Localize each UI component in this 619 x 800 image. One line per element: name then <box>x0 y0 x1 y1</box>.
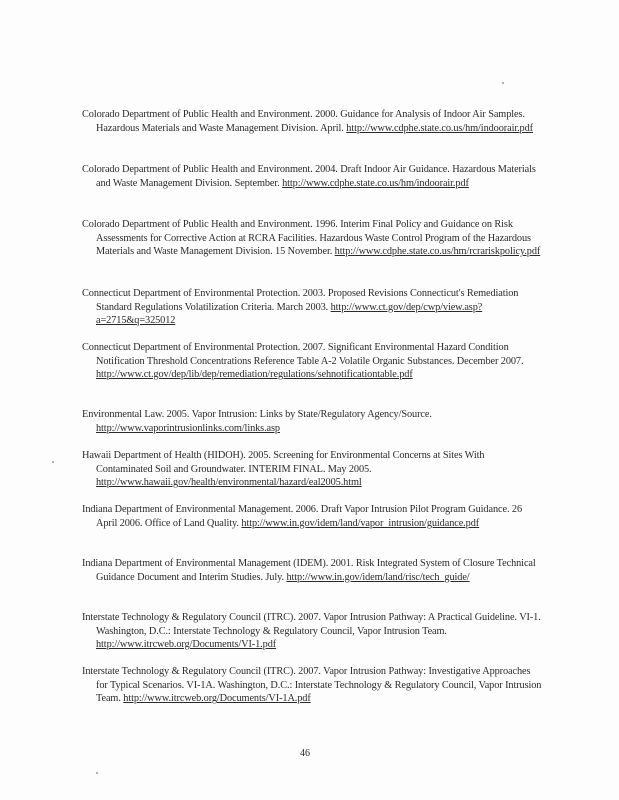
scan-speck <box>502 82 504 84</box>
reference-entry <box>82 449 542 490</box>
scan-speck <box>52 461 54 463</box>
reference-entry <box>82 108 542 135</box>
reference-link[interactable]: http://www.itrcweb.org/Documents/VI-1A.pdf <box>123 693 311 705</box>
reference-entry <box>82 611 542 652</box>
reference-link[interactable]: http://www.cdphe.state.co.us/hm/rcrariskpolicy.pdf <box>334 246 541 258</box>
reference-link[interactable]: http://www.cdphe.state.co.us/hm/indoorair.pdf <box>282 177 469 189</box>
reference-text: Hawaii Department of Health (HIDOH). 2005. Screening for Environmental Concerns at Sites With Contaminated Soil and Groundwater. INTERIM FINAL. May 2005. <box>82 450 485 475</box>
reference-text: Interstate Technology & Regulatory Council (ITRC). 2007. Vapor Intrusion Pathway: Investigative Approaches for Typical Scenarios. VI-1A. Washington, D.C.: Interstate Technology & Regulatory Council, Vapor Intrusion Team. <box>82 666 542 705</box>
reference-link[interactable]: http://www.ct.gov/dep/lib/dep/remediation/regulations/sehnotificationtable.pdf <box>96 369 413 381</box>
reference-text: Environmental Law. 2005. Vapor Intrusion: Links by State/Regulatory Agency/Source. <box>82 409 432 420</box>
reference-entry <box>82 557 542 584</box>
reference-text: Connecticut Department of Environmental Protection. 2007. Significant Environmental Hazard Condition Notification Threshold Concentrations Reference Table A-2 Volatile Organic Substances. December 2007. <box>82 342 524 367</box>
reference-link[interactable]: http://www.vaporintrusionlinks.com/links.asp <box>96 422 280 434</box>
reference-entry <box>82 665 542 706</box>
reference-text: Colorado Department of Public Health and Environment. 2004. Draft Indoor Air Guidance. Hazardous Materials and Waste Management Division. September. <box>82 164 536 189</box>
reference-link[interactable]: http://www.itrcweb.org/Documents/VI-1.pdf <box>96 639 277 651</box>
reference-entry <box>82 218 542 259</box>
reference-link[interactable]: http://www.cdphe.state.co.us/hm/indoorair.pdf <box>346 122 533 134</box>
reference-link[interactable]: http://www.in.gov/idem/land/vapor_intrusion/guidance.pdf <box>241 517 480 529</box>
reference-entry <box>82 408 542 435</box>
reference-text: Interstate Technology & Regulatory Council (ITRC). 2007. Vapor Intrusion Pathway: A Practical Guideline. VI-1. Washington, D.C.: Interstate Technology & Regulatory Council, Vapor Intrusion Team. <box>82 612 541 637</box>
reference-link[interactable]: http://www.ct.gov/dep/cwp/view.asp?a=2715&q=325012 <box>96 301 483 327</box>
scan-speck <box>96 772 98 774</box>
reference-link[interactable]: http://www.in.gov/idem/land/risc/tech_guide/ <box>286 571 470 583</box>
page-number: 46 <box>300 748 310 759</box>
reference-text: Colorado Department of Public Health and Environment. 2000. Guidance for Analysis of Indoor Air Samples. Hazardous Materials and Waste Management Division. April. <box>82 109 525 134</box>
reference-entry <box>82 163 542 190</box>
reference-entry <box>82 287 542 328</box>
reference-text: Connecticut Department of Environmental Protection. 2003. Proposed Revisions Connecticut's Remediation Standard Regulations Volatilization Criteria. March 2003. <box>82 288 519 313</box>
reference-text: Indiana Department of Environmental Management (IDEM). 2001. Risk Integrated System of Closure Technical Guidance Document and Interim Studies. July. <box>82 558 536 583</box>
reference-link[interactable]: http://www.hawaii.gov/health/environmental/hazard/eal2005.html <box>96 477 362 489</box>
reference-text: Colorado Department of Public Health and Environment. 1996. Interim Final Policy and Guidance on Risk Assessments for Corrective Action at RCRA Facilities. Hazardous Waste Control Program of the Hazardous Materials and Waste Management Division. 15 November. <box>82 219 531 258</box>
reference-entry <box>82 341 542 382</box>
reference-text: Indiana Department of Environmental Management. 2006. Draft Vapor Intrusion Pilot Program Guidance. 26 April 2006. Office of Land Quality. <box>82 504 522 529</box>
reference-entry <box>82 503 542 530</box>
